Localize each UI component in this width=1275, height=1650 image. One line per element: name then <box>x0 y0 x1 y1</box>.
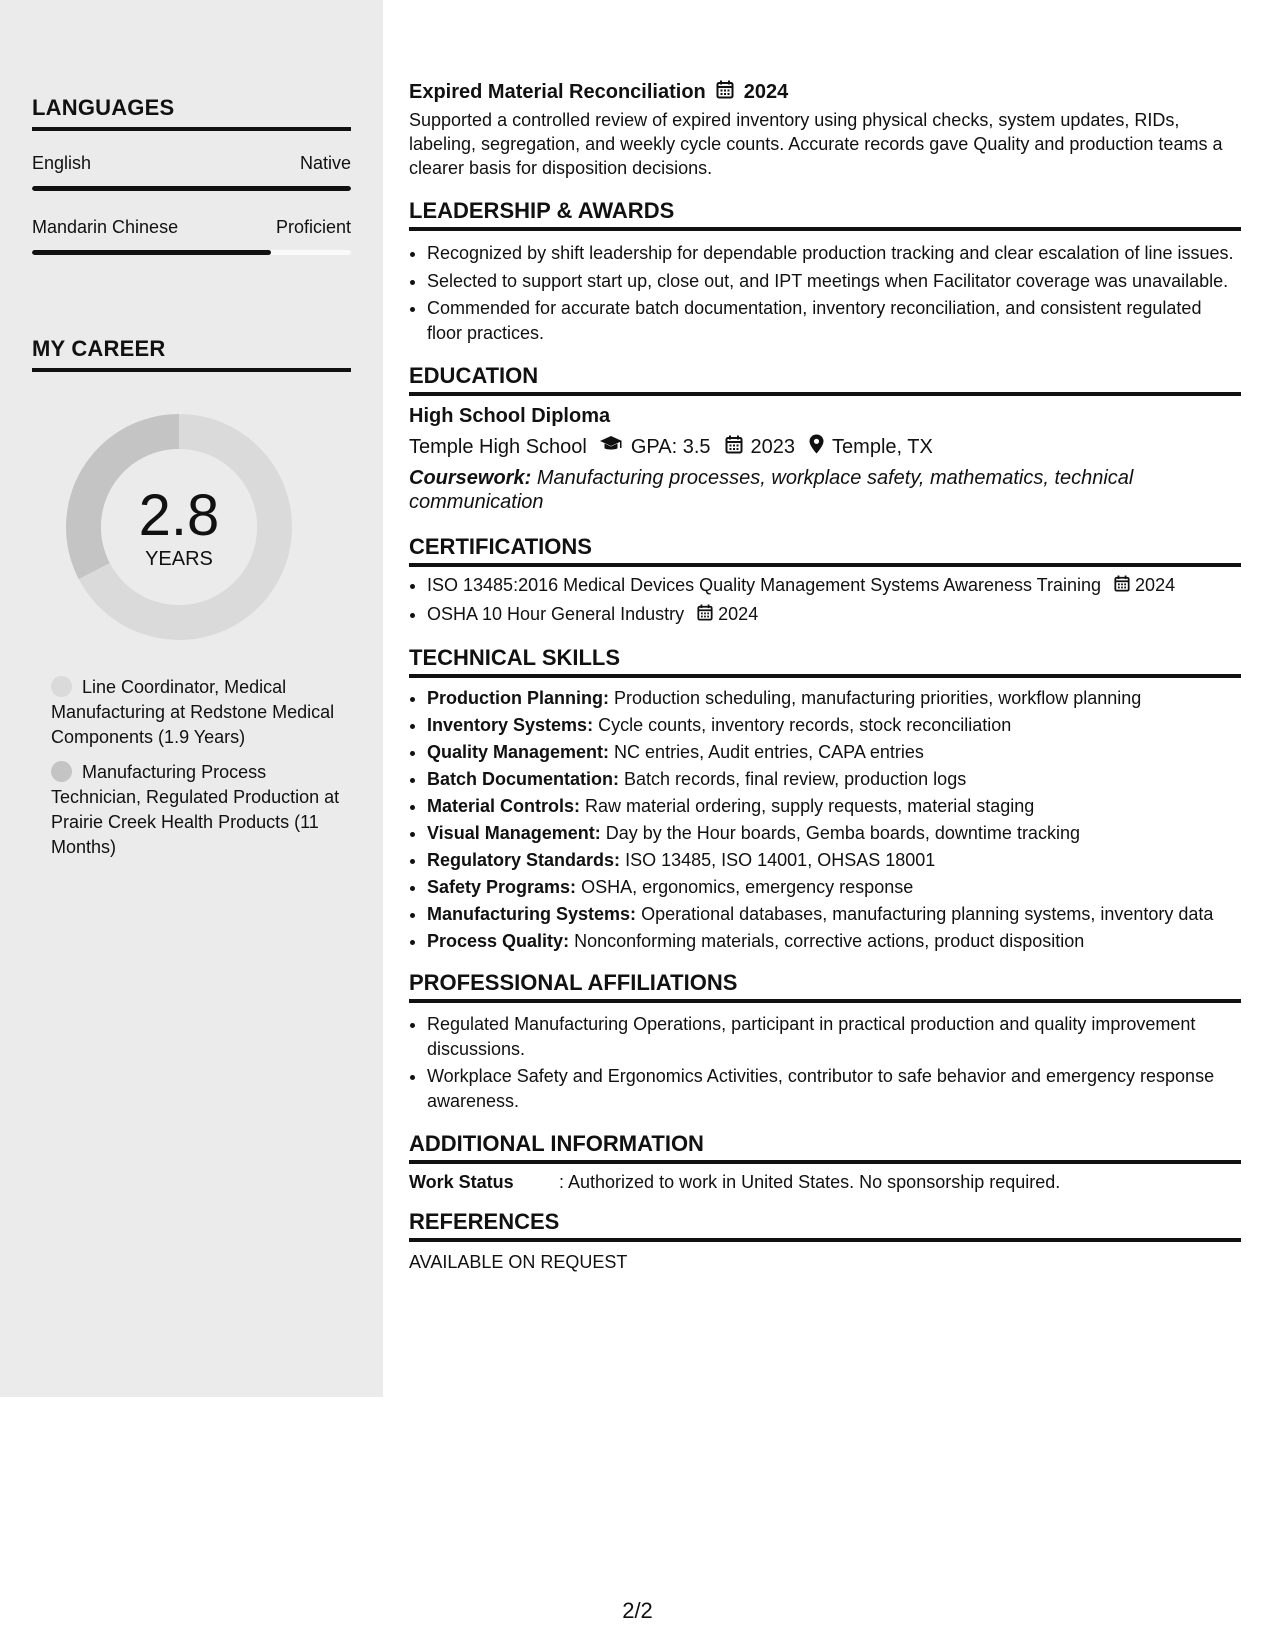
certifications-list <box>409 573 1241 627</box>
skill-item <box>427 821 1241 846</box>
languages-section <box>32 95 351 255</box>
list-item: • Selected to support start up, close out, and IPT meetings when Facilitator coverage was unavailable. <box>427 269 1241 294</box>
list-item: • Regulated Manufacturing Operations, participant in practical production and quality improvement discussions. <box>427 1012 1241 1061</box>
skill-label: Regulatory Standards: <box>427 850 621 870</box>
map-pin-icon <box>809 434 824 460</box>
references-section <box>409 1209 1241 1273</box>
skill-label: Visual Management: <box>427 823 601 843</box>
leadership-heading: LEADERSHIP & AWARDS <box>409 198 1241 231</box>
work-status-label: Work Status <box>409 1172 514 1192</box>
education-degree: High School Diploma <box>409 405 611 427</box>
language-name: English <box>32 153 92 173</box>
certification-name: OSHA 10 Hour General Industry <box>427 603 685 624</box>
education-section <box>409 363 1241 514</box>
skill-value: Batch records, final review, production logs <box>624 769 967 789</box>
certification-year: 2024 <box>1135 575 1176 595</box>
skill-label: Quality Management: <box>427 742 610 762</box>
skill-label: Safety Programs: <box>427 877 577 897</box>
language-level: Proficient <box>275 217 351 237</box>
page-number: 2/2 <box>622 1598 653 1623</box>
certifications-heading: CERTIFICATIONS <box>409 534 1241 567</box>
education-gpa: GPA: 3.5 <box>630 435 711 458</box>
skills-list <box>409 686 1241 954</box>
list-item: • Workplace Safety and Ergonomics Activities, contributor to safe behavior and emergency response awareness. <box>427 1064 1241 1113</box>
affiliations-heading: PROFESSIONAL AFFILIATIONS <box>409 970 1241 1003</box>
skill-label: Material Controls: <box>427 796 581 816</box>
calendar-icon <box>1114 574 1130 599</box>
education-coursework <box>409 466 1241 514</box>
legend-label: Line Coordinator, Medical Manufacturing at Redstone Medical Components (1.9 Years) <box>51 677 335 747</box>
education-school: Temple High School <box>409 435 587 458</box>
legend-color-swatch <box>51 761 72 782</box>
skills-section <box>409 645 1241 954</box>
project-title-row <box>409 80 1241 105</box>
additional-heading: ADDITIONAL INFORMATION <box>409 1131 1241 1164</box>
language-item <box>32 217 351 255</box>
language-proficiency-bar <box>32 250 351 255</box>
calendar-icon <box>697 603 713 628</box>
work-status-value: : Authorized to work in United States. No sponsorship required. <box>559 1172 1061 1192</box>
skill-value: Operational databases, manufacturing planning systems, inventory data <box>641 904 1214 924</box>
language-level: Native <box>299 153 351 173</box>
skill-label: Process Quality: <box>427 931 570 951</box>
skill-item <box>427 794 1241 819</box>
legend-label: Manufacturing Process Technician, Regulated Production at Prairie Creek Health Products (11 Months) <box>51 762 340 857</box>
career-legend-item <box>51 675 341 750</box>
affiliations-section <box>409 970 1241 1113</box>
education-details <box>409 434 1241 460</box>
project-year: 2024 <box>743 81 789 103</box>
leadership-section <box>409 198 1241 345</box>
certifications-section <box>409 534 1241 627</box>
skill-label: Batch Documentation: <box>427 769 620 789</box>
certification-item <box>427 573 1241 599</box>
career-legend <box>51 675 341 870</box>
skill-item <box>427 848 1241 873</box>
list-item: • Commended for accurate batch documentation, inventory reconciliation, and consistent regulated floor practices. <box>427 296 1241 345</box>
sidebar <box>0 0 383 1397</box>
skill-value: NC entries, Audit entries, CAPA entries <box>614 742 924 762</box>
career-total <box>66 485 292 571</box>
project-description: Supported a controlled review of expired inventory using physical checks, system updates, RIDs, labeling, segregation, and weekly cycle counts. Accurate records gave Quality and production teams a clearer basis for disposition decisions. <box>409 110 1223 178</box>
career-legend-item <box>51 760 341 860</box>
skill-item <box>427 929 1241 954</box>
skills-heading: TECHNICAL SKILLS <box>409 645 1241 678</box>
skill-item <box>427 767 1241 792</box>
coursework-label: Coursework: <box>409 467 532 489</box>
skill-value: ISO 13485, ISO 14001, OHSAS 18001 <box>625 850 936 870</box>
skill-label: Production Planning: <box>427 688 609 708</box>
affiliations-list <box>409 1012 1241 1113</box>
legend-color-swatch <box>51 676 72 697</box>
main-column <box>409 80 1241 1273</box>
skill-item <box>427 740 1241 765</box>
skill-value: Nonconforming materials, corrective actions, product disposition <box>574 931 1085 951</box>
language-item <box>32 153 351 191</box>
certification-name: ISO 13485:2016 Medical Devices Quality Management Systems Awareness Training <box>427 575 1102 595</box>
project-title: Expired Material Reconciliation <box>409 81 706 103</box>
references-heading: REFERENCES <box>409 1209 1241 1242</box>
calendar-icon <box>716 80 734 105</box>
language-proficiency-fill <box>32 250 271 255</box>
career-heading: MY CAREER <box>32 336 351 372</box>
education-location: Temple, TX <box>832 435 933 458</box>
coursework-text: Manufacturing processes, workplace safety, mathematics, technical communication <box>409 467 1134 513</box>
languages-heading: LANGUAGES <box>32 95 351 131</box>
skill-value: Day by the Hour boards, Gemba boards, downtime tracking <box>605 823 1080 843</box>
language-proficiency-bar <box>32 186 351 191</box>
skill-item <box>427 686 1241 711</box>
references-text: AVAILABLE ON REQUEST <box>409 1252 628 1272</box>
additional-section <box>409 1131 1241 1193</box>
calendar-icon <box>725 435 743 460</box>
certification-item <box>427 602 1241 628</box>
skill-item <box>427 713 1241 738</box>
project-entry <box>409 80 1241 180</box>
graduation-cap-icon <box>599 435 623 459</box>
skill-value: Production scheduling, manufacturing priorities, workflow planning <box>614 688 1142 708</box>
career-total-value: 2.8 <box>138 483 220 548</box>
skill-label: Inventory Systems: <box>427 715 594 735</box>
education-heading: EDUCATION <box>409 363 1241 396</box>
skill-item <box>427 902 1241 927</box>
skill-item <box>427 875 1241 900</box>
certification-year: 2024 <box>718 603 759 624</box>
career-section <box>32 336 351 372</box>
language-name: Mandarin Chinese <box>32 217 179 237</box>
skill-value: Cycle counts, inventory records, stock reconciliation <box>598 715 1012 735</box>
leadership-list <box>409 241 1241 345</box>
skill-label: Manufacturing Systems: <box>427 904 637 924</box>
language-proficiency-fill <box>32 186 351 191</box>
career-total-unit: YEARS <box>145 548 213 570</box>
skill-value: OSHA, ergonomics, emergency response <box>581 877 914 897</box>
skill-value: Raw material ordering, supply requests, material staging <box>585 796 1035 816</box>
list-item: • Recognized by shift leadership for dependable production tracking and clear escalation of line issues. <box>427 241 1241 266</box>
work-status-row <box>409 1172 1241 1193</box>
education-year: 2023 <box>750 435 796 458</box>
